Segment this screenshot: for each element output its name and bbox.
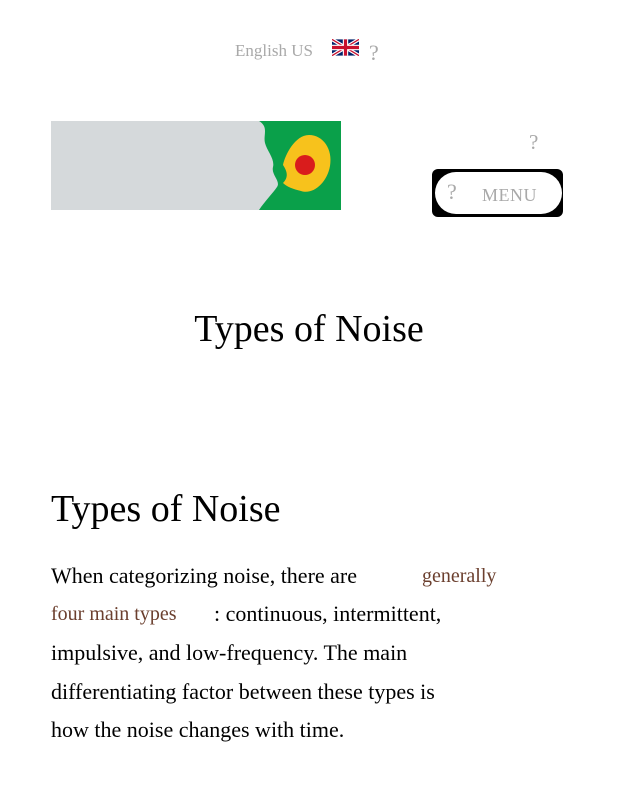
four-main-types-link-part2[interactable]: four main types [51,603,177,625]
section-heading: Types of Noise [51,488,281,530]
paragraph-line-5: how the noise changes with time. [51,717,345,742]
menu-help-icon: ? [447,179,457,204]
four-main-types-link-part1[interactable]: generally [422,565,497,587]
page-title: Types of Noise [194,308,424,350]
paragraph-line-3: impulsive, and low-frequency. The main [51,640,408,665]
paragraph-line-2: : continuous, intermittent, [214,601,442,626]
menu-label: MENU [482,185,537,205]
paragraph-line-4: differentiating factor between these types is [51,679,435,704]
paragraph-line-1: When categorizing noise, there are [51,563,358,588]
menu-button[interactable] [432,169,563,217]
uk-flag-icon[interactable] [332,39,359,56]
site-logo[interactable] [51,121,341,210]
menu-button-inner[interactable] [435,172,562,214]
language-selector[interactable]: English US [235,41,313,60]
nav-help-icon[interactable]: ? [529,130,539,154]
language-help-icon[interactable]: ? [369,40,379,65]
